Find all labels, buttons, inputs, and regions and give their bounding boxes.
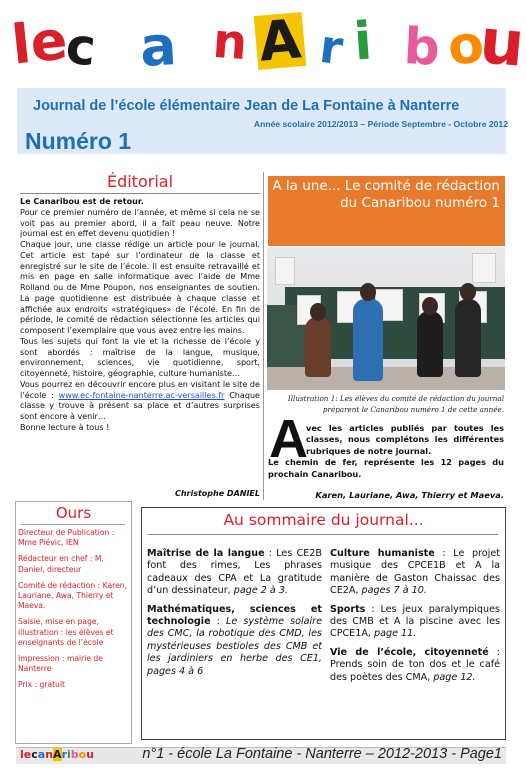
summary-item: Sports : Les jeux paralympiques des CMB et A la piscine avec les CPCE1A, page 11. [330, 603, 500, 640]
photo-caption: Illustration 1: Les élèves du comité de rédaction du journal préparent le Canaribou numéro 1 de cette année. [287, 394, 504, 414]
headline-text: vec les articles publiés par toutes les classes, nous complétons les différentes rubriques de notre journal. [306, 423, 504, 456]
summary-text: Les CE2B font des rimes, Les phrases cadeaux des CPA et La gratitude d’un dessinateur, [147, 548, 322, 597]
editorial-closing: Bonne lecture à tous ! [20, 422, 110, 432]
logo-letter: A [254, 12, 306, 70]
editorial-paragraph-end: Chaque classe y trouve à présent sa place et d’autres surprises sont encore à venir… [20, 390, 260, 421]
summary-item: Maîtrise de la langue : Les CE2B font des rimes, Les phrases cadeaux des CPA et La gratitude d’un dessinateur, page 2 à 3. [147, 548, 322, 597]
paper-sheet [275, 257, 295, 285]
school-year: Année scolaire 2012/2013 – Période Septembre - Octobre 2012 [253, 119, 508, 129]
masthead-entry: Rédacteur en chef : M. Daniel, directeur [18, 554, 104, 574]
logo-letter: i [351, 11, 374, 73]
summary-text: Le système solaire des CMC, la robotique des CMD, les mystérieuses bestioles des CMB et les jardiniers en herbe des CE1, [147, 616, 322, 665]
summary-item: Vie de l’école, citoyenneté : Prends soin de ton dos et le café des poètes des CMA, page 12. [330, 646, 500, 683]
summary-column-right [330, 548, 500, 690]
student-head [422, 297, 438, 315]
masthead-list [18, 528, 130, 697]
editorial-text [20, 197, 260, 434]
summary-item: Culture humaniste : Le projet musique des CPCE1B et A la manière de Gaston Chaissac des CE2A, pages 7 à 10. [330, 548, 500, 597]
masthead-entry: Directeur de Publication : Mme Piévic, IEN [18, 528, 115, 548]
logo-letter: n [211, 12, 250, 72]
masthead-entry: Saisie, mise en page, illustration : les élèves et enseignants de l’école [18, 617, 114, 647]
editorial-title: Éditorial [106, 172, 174, 191]
column-divider [263, 172, 264, 500]
student [417, 311, 443, 377]
headline-authors: Karen, Lauriane, Awa, Thierry et Maeva. [315, 490, 504, 500]
journal-title: Journal de l’école élémentaire Jean de La Fontaine à Nanterre [33, 98, 460, 114]
canaribou-logo [8, 4, 527, 86]
logo-letter: c [63, 16, 99, 78]
student-head [360, 283, 376, 301]
summary-column-left [147, 548, 322, 684]
headline-title: A la une... Le comité de rédaction du Canaribou numéro 1 [272, 178, 500, 211]
student [455, 299, 481, 377]
masthead-entry: Impression : mairie de Nanterre [18, 654, 103, 674]
summary-text: Prends soin de ton dos et le café des poètes des CMA, [330, 659, 500, 683]
masthead-entry: Comité de rédaction : Karen, Lauriane, Awa, Thierry et Maeva. [18, 580, 127, 611]
paper-sheet [472, 253, 496, 283]
masthead-entry: Prix : gratuit [18, 680, 66, 690]
editorial-signature: Christophe DANIEL [174, 489, 260, 498]
editorial-paragraph-start: Vous pourrez en découvrir encore plus en visitant le site de l’école : [20, 379, 260, 400]
summary-pages: pages 7 à 10. [361, 585, 427, 597]
editorial-paragraph: Tous les sujets qui font la vie et la richesse de l’école y sont abordés : maîtrise de la langue, musique, environnement, sciences, vie quotidienne, sport, citoyenneté, histoire, géographie, culture humaniste… [20, 336, 260, 378]
summary-heading: Vie de l’école, citoyenneté [330, 646, 489, 658]
editorial-paragraph: Chaque jour, une classe rédige un article pour le journal. Cet article est tapé sur l’ordinateur de la classe et enregistré sur le site de l’école. Il est ensuite retravaillé et mis en page en salle informatique avec l’aide de Mme Rolland ou de Mme Poupon, nos enseignantes de soutien. La page quotidienne est distribuée à chaque classe et affichée aux endroits «stratégiques» de l’école. En fin de période, le comité de rédaction sélectionne les articles qui composent l’exemplaire que vous avez entre les mains. [20, 240, 260, 335]
summary-heading: Maîtrise de la langue [147, 548, 265, 559]
footer-logo: lecanAribou [20, 748, 95, 761]
student-head [460, 283, 476, 301]
school-website-link[interactable]: www.ec-fontaine-nanterre.ac-versailles.fr [58, 390, 225, 400]
editorial-lead: Le Canaribou est de retour. [20, 197, 144, 206]
summary-text: Les jeux paralympiques des CMB et A la piscine avec les CPCE1A, [330, 603, 500, 640]
summary-item: Mathématiques, sciences et technologie : Le système solaire des CMC, la robotique des CMD, les mystérieuses bestioles des CMB et les jardiniers en herbe des CE1, pages 4 à 6 [147, 603, 322, 677]
summary-pages: pages 4 à 6 [147, 665, 204, 677]
logo-letter: u [476, 4, 527, 81]
logo-letter: o [444, 14, 487, 78]
summary-heading: Sports [330, 603, 366, 615]
logo-letter: r [316, 18, 346, 76]
classroom-photo [267, 247, 505, 390]
drop-cap: A [269, 409, 308, 469]
student [305, 317, 331, 377]
logo-letter: a [138, 14, 179, 79]
student [353, 299, 383, 381]
summary-text: Le projet musique des CPCE1B et A la manière de Gaston Chaissac des CE2A, [330, 548, 500, 597]
headline-text: Le chemin de fer, représente les 12 pages du prochain Canaribou. [268, 457, 504, 479]
summary-pages: page 2 à 3. [233, 585, 289, 597]
footer-text: n°1 - école La Fontaine - Nanterre – 2012-2013 - Page1 [142, 746, 502, 762]
summary-title: Au sommaire du journal... [223, 511, 424, 529]
logo-letter: le [8, 8, 71, 77]
summary-heading: Culture humaniste [330, 548, 435, 559]
divider [148, 534, 498, 535]
divider [21, 524, 125, 525]
editorial-paragraph: Pour ce premier numéro de l’année, et même si cela ne se voit pas au premier abord, il a fait peau neuve. Notre journal est en effet devenu quotidien ! [20, 207, 260, 239]
logo-letter: b [402, 17, 442, 77]
issue-number: Numéro 1 [25, 128, 132, 154]
divider [20, 193, 260, 194]
editorial-paragraph [20, 380, 260, 423]
student-head [310, 303, 326, 321]
masthead-title: Ours [55, 504, 92, 522]
summary-pages: page 12. [433, 671, 476, 683]
summary-heading: Mathématiques, sciences et technologie [147, 603, 322, 628]
summary-pages: page 11. [374, 628, 417, 640]
